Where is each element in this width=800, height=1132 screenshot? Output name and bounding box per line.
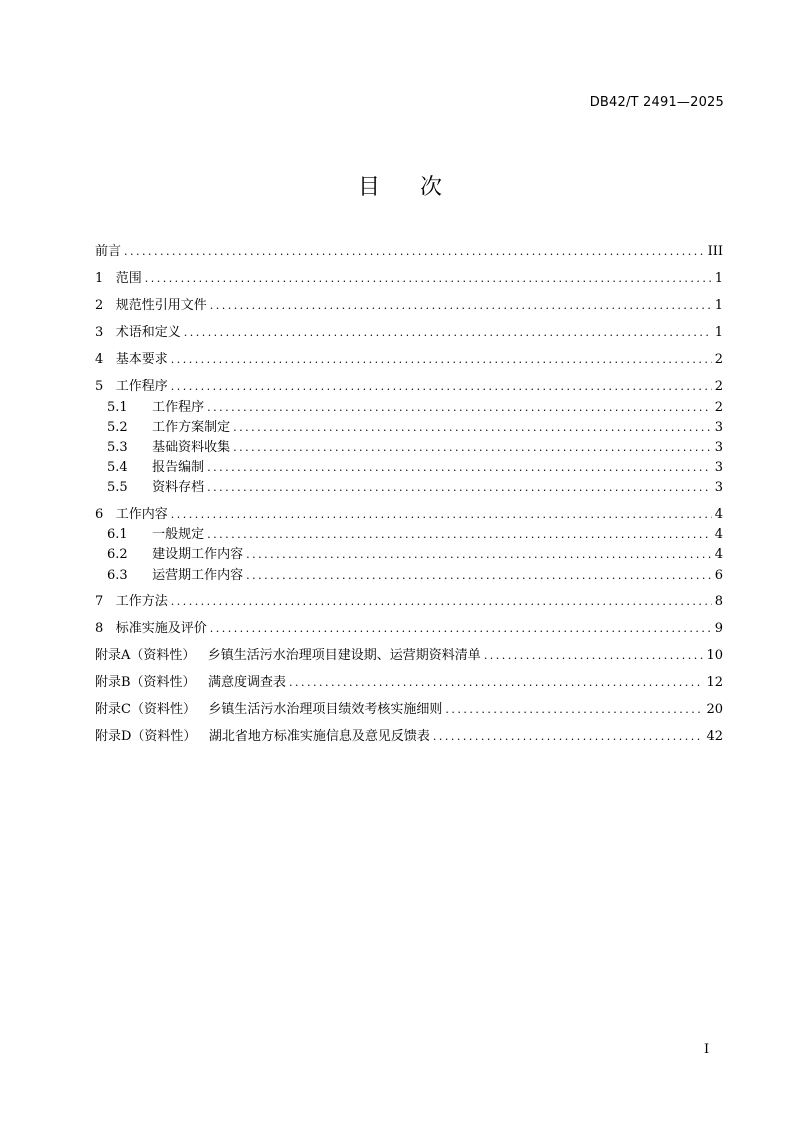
toc-entry-page: 2 bbox=[714, 352, 723, 367]
toc-entry-page: 4 bbox=[714, 527, 723, 542]
toc-entry-1[interactable] bbox=[95, 270, 723, 288]
toc-entry-2[interactable] bbox=[95, 297, 723, 315]
toc-entry-label: 基本要求 bbox=[115, 352, 168, 367]
toc-entry-label: 工作方案制定 bbox=[152, 420, 231, 435]
toc-leader bbox=[210, 620, 712, 638]
toc-entry-label: 一般规定 bbox=[152, 527, 205, 542]
toc-entry-appendix-b[interactable] bbox=[95, 674, 723, 692]
toc-leader bbox=[124, 243, 705, 261]
toc-entry-label: 规范性引用文件 bbox=[115, 298, 207, 313]
page-number: I bbox=[704, 1042, 710, 1057]
toc-entry-6-2[interactable] bbox=[95, 546, 723, 564]
toc-leader bbox=[433, 728, 704, 746]
toc-entry-number: 5.4 bbox=[107, 460, 128, 475]
toc-entry-number: 3 bbox=[95, 325, 104, 340]
toc-entry-label: 术语和定义 bbox=[115, 325, 181, 340]
toc-entry-4[interactable] bbox=[95, 351, 723, 369]
toc-leader bbox=[246, 567, 712, 585]
toc-entry-number: 6.1 bbox=[107, 527, 128, 542]
toc-entry-label: 乡镇生活污水治理项目绩效考核实施细则 bbox=[208, 702, 443, 717]
toc-entry-label: 基础资料收集 bbox=[152, 440, 231, 455]
toc-entry-page: 2 bbox=[714, 400, 723, 415]
toc-entry-number: 5.2 bbox=[107, 420, 128, 435]
toc-entry-number: 7 bbox=[95, 594, 104, 609]
toc-entry-label: 前言 bbox=[95, 244, 122, 259]
page-title bbox=[0, 170, 800, 201]
toc-entry-number: 5 bbox=[95, 379, 104, 394]
toc-entry-label: 标准实施及评价 bbox=[115, 621, 207, 636]
toc-entry-page: 6 bbox=[714, 568, 723, 583]
toc-entry-label: 工作方法 bbox=[115, 594, 168, 609]
toc-entry-number: 8 bbox=[95, 621, 104, 636]
toc-leader bbox=[207, 459, 712, 477]
toc-entry-label: 范围 bbox=[115, 271, 142, 286]
toc-entry-7[interactable] bbox=[95, 593, 723, 611]
toc-entry-number: 6.3 bbox=[107, 568, 128, 583]
toc-entry-label: 工作内容 bbox=[115, 507, 168, 522]
toc-entry-page: 3 bbox=[714, 480, 723, 495]
toc-leader bbox=[171, 378, 712, 396]
toc-entry-number: 4 bbox=[95, 352, 104, 367]
toc-entry-number: 附录D（资料性） bbox=[95, 729, 197, 744]
toc-entry-appendix-d[interactable] bbox=[95, 728, 723, 746]
toc-entry-page: 3 bbox=[714, 440, 723, 455]
toc-entry-page: 3 bbox=[714, 420, 723, 435]
toc-entry-5-5[interactable] bbox=[95, 479, 723, 497]
toc-entry-number: 1 bbox=[95, 271, 104, 286]
toc-entry-page: 20 bbox=[706, 702, 723, 717]
toc-entry-5-1[interactable] bbox=[95, 399, 723, 417]
toc-entry-appendix-c[interactable] bbox=[95, 701, 723, 719]
toc-entry-number: 附录B（资料性） bbox=[95, 675, 196, 690]
toc-entry-8[interactable] bbox=[95, 620, 723, 638]
toc-leader bbox=[145, 270, 712, 288]
toc-entry-page: 1 bbox=[714, 298, 723, 313]
toc-entry-label: 建设期工作内容 bbox=[152, 547, 244, 562]
toc-leader bbox=[210, 297, 712, 315]
toc-leader bbox=[171, 506, 712, 524]
toc-entry-page: 42 bbox=[706, 729, 723, 744]
toc-entry-page: 10 bbox=[706, 648, 723, 663]
toc-entry-number: 2 bbox=[95, 298, 104, 313]
toc-entry-page: 3 bbox=[714, 460, 723, 475]
toc-leader bbox=[171, 593, 712, 611]
toc-entry-foreword[interactable] bbox=[95, 243, 723, 261]
toc-leader bbox=[445, 701, 703, 719]
toc-entry-label: 湖北省地方标准实施信息及意见反馈表 bbox=[208, 729, 430, 744]
toc-entry-5-2[interactable] bbox=[95, 419, 723, 437]
toc-entry-page: 8 bbox=[714, 594, 723, 609]
toc-leader bbox=[289, 674, 703, 692]
toc-entry-5-4[interactable] bbox=[95, 459, 723, 477]
toc-entry-number: 附录C（资料性） bbox=[95, 702, 196, 717]
toc-leader bbox=[207, 479, 712, 497]
toc-leader bbox=[207, 399, 712, 417]
toc-entry-number: 6.2 bbox=[107, 547, 128, 562]
toc-entry-label: 工作程序 bbox=[115, 379, 168, 394]
toc-entry-appendix-a[interactable] bbox=[95, 647, 723, 665]
toc-entry-page: 1 bbox=[714, 325, 723, 340]
toc-leader bbox=[184, 324, 712, 342]
toc-entry-page: 4 bbox=[714, 507, 723, 522]
toc-leader bbox=[233, 439, 712, 457]
title-char-left: 目 bbox=[357, 175, 380, 200]
toc-entry-page: 9 bbox=[714, 621, 723, 636]
toc-leader bbox=[233, 419, 712, 437]
toc-entry-6[interactable] bbox=[95, 506, 723, 524]
toc-entry-page: 1 bbox=[714, 271, 723, 286]
toc-entry-page: 4 bbox=[714, 547, 723, 562]
toc-entry-page: III bbox=[707, 244, 723, 259]
toc-entry-label: 满意度调查表 bbox=[207, 675, 286, 690]
toc-entry-5-3[interactable] bbox=[95, 439, 723, 457]
toc-leader bbox=[207, 526, 712, 544]
toc-entry-label: 工作程序 bbox=[152, 400, 205, 415]
document-code: DB42/T 2491—2025 bbox=[589, 95, 724, 110]
toc-entry-label: 资料存档 bbox=[152, 480, 205, 495]
title-char-right: 次 bbox=[420, 175, 443, 200]
toc-entry-number: 5.1 bbox=[107, 400, 128, 415]
toc-entry-label: 运营期工作内容 bbox=[152, 568, 244, 583]
toc-entry-6-1[interactable] bbox=[95, 526, 723, 544]
toc-leader bbox=[246, 546, 712, 564]
toc-entry-number: 5.3 bbox=[107, 440, 128, 455]
toc-entry-number: 6 bbox=[95, 507, 104, 522]
toc-entry-page: 2 bbox=[714, 379, 723, 394]
toc-entry-3[interactable] bbox=[95, 324, 723, 342]
toc-entry-label: 报告编制 bbox=[152, 460, 205, 475]
toc-entry-5[interactable] bbox=[95, 378, 723, 396]
toc-leader bbox=[484, 647, 704, 665]
toc-entry-number: 附录A（资料性） bbox=[95, 648, 196, 663]
toc-entry-page: 12 bbox=[706, 675, 723, 690]
toc-entry-6-3[interactable] bbox=[95, 567, 723, 585]
toc-entry-label: 乡镇生活污水治理项目建设期、运营期资料清单 bbox=[207, 648, 481, 663]
toc-entry-number: 5.5 bbox=[107, 480, 128, 495]
toc-leader bbox=[171, 351, 712, 369]
